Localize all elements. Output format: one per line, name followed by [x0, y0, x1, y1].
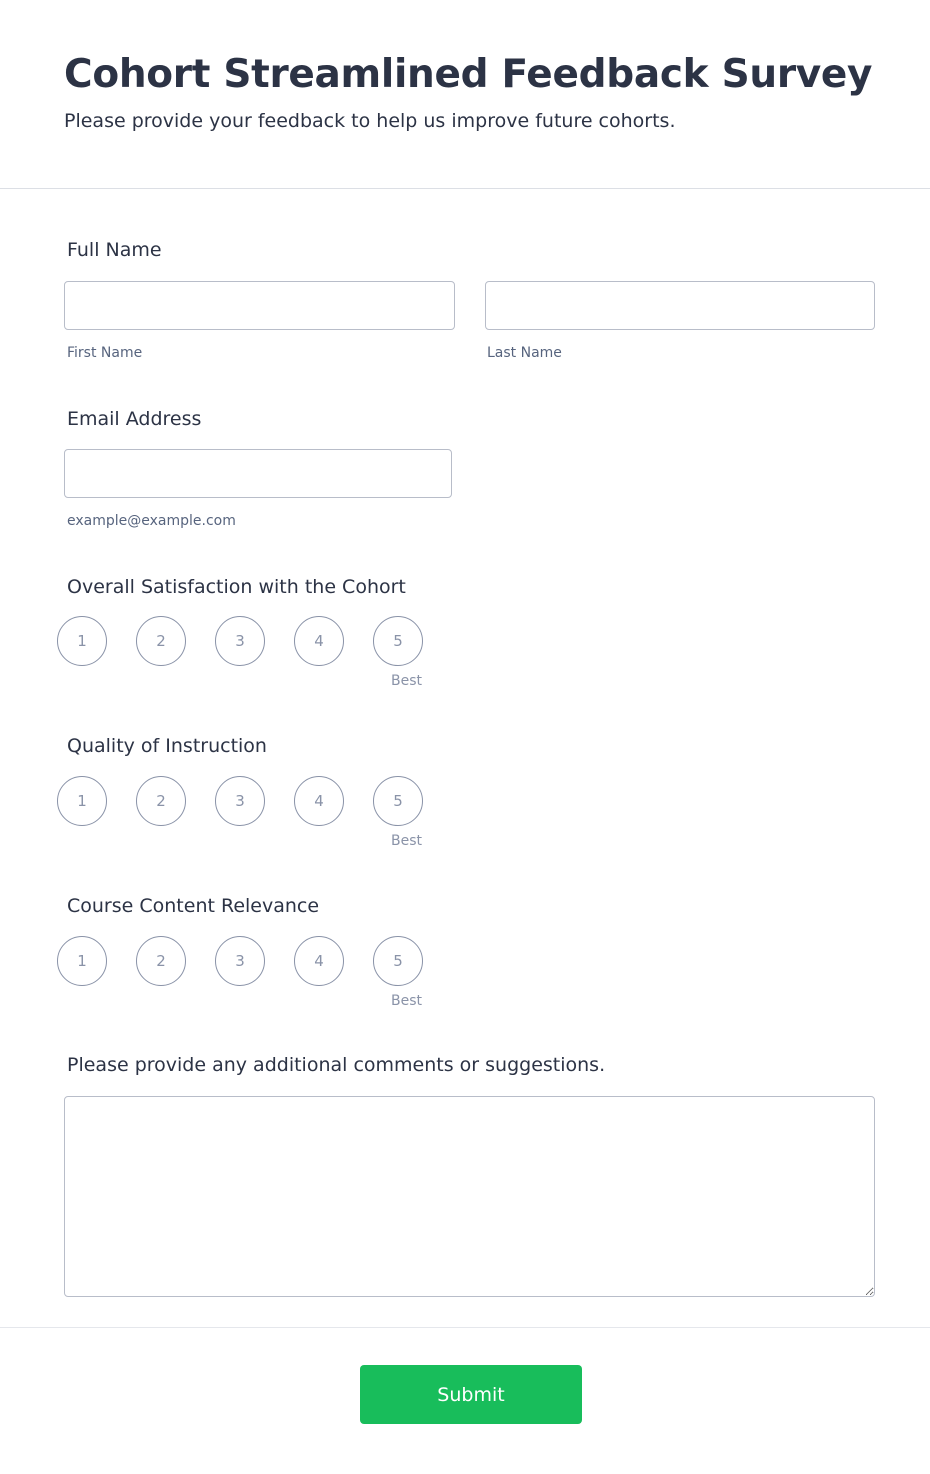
- first-name-sublabel: First Name: [67, 345, 143, 361]
- email-label: Email Address: [67, 408, 202, 430]
- rating-option[interactable]: 4: [294, 936, 344, 986]
- rating-option[interactable]: 5: [373, 936, 423, 986]
- rating-option[interactable]: 1: [57, 776, 107, 826]
- rating-quality-of-instruction: [57, 776, 437, 856]
- rating-option[interactable]: 2: [136, 776, 186, 826]
- rating-label-course-content-relevance: Course Content Relevance: [67, 895, 320, 917]
- page-title: Cohort Streamlined Feedback Survey: [64, 52, 873, 97]
- rating-best-label: Best: [391, 993, 423, 1009]
- full-name-label: Full Name: [67, 239, 162, 261]
- rating-best-label: Best: [391, 673, 423, 689]
- rating-option[interactable]: 5: [373, 776, 423, 826]
- form-header: [0, 0, 930, 189]
- rating-option[interactable]: 4: [294, 776, 344, 826]
- last-name-sublabel: Last Name: [487, 345, 562, 361]
- first-name-input[interactable]: [64, 281, 455, 330]
- email-sublabel: example@example.com: [67, 513, 236, 529]
- rating-option[interactable]: 3: [215, 616, 265, 666]
- submit-button[interactable]: Submit: [360, 1365, 582, 1424]
- rating-overall-satisfaction: [57, 616, 437, 696]
- comments-label: Please provide any additional comments or suggestions.: [67, 1054, 606, 1076]
- rating-label-overall-satisfaction: Overall Satisfaction with the Cohort: [67, 576, 406, 598]
- rating-course-content-relevance: [57, 936, 437, 1016]
- page-subtitle: Please provide your feedback to help us improve future cohorts.: [64, 110, 676, 132]
- rating-option[interactable]: 4: [294, 616, 344, 666]
- rating-option[interactable]: 3: [215, 936, 265, 986]
- rating-option[interactable]: 1: [57, 936, 107, 986]
- rating-option[interactable]: 2: [136, 936, 186, 986]
- rating-option[interactable]: 2: [136, 616, 186, 666]
- footer-divider: [0, 1327, 930, 1328]
- last-name-input[interactable]: [485, 281, 875, 330]
- rating-best-label: Best: [391, 833, 423, 849]
- rating-option[interactable]: 3: [215, 776, 265, 826]
- rating-option[interactable]: 5: [373, 616, 423, 666]
- rating-label-quality-of-instruction: Quality of Instruction: [67, 735, 267, 757]
- rating-option[interactable]: 1: [57, 616, 107, 666]
- comments-textarea[interactable]: [64, 1096, 875, 1297]
- email-input[interactable]: [64, 449, 452, 498]
